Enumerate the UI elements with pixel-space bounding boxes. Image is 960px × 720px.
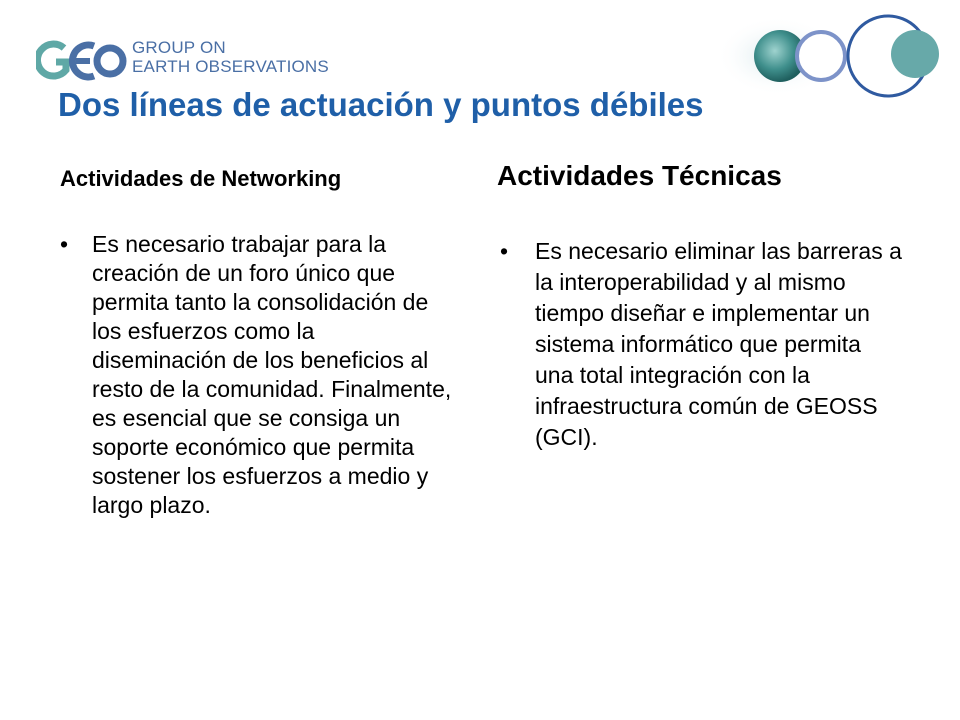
logo-text-line1: GROUP ON: [132, 38, 226, 57]
geo-logo-mark: [36, 36, 128, 86]
networking-heading: Actividades de Networking: [60, 166, 342, 191]
orb-teal-dot: [891, 30, 939, 78]
technical-bullet-text: Es necesario eliminar las barreras a la interoperabilidad y al mismo tiempo diseñar e implementar un sistema informático que permita una total integración con la infraestructura común de GEOSS (GCI).: [535, 238, 902, 450]
geo-logo: [36, 36, 329, 86]
bullet-icon: •: [60, 231, 69, 257]
orb-blue-ring: [797, 32, 845, 80]
globe-orbs-decoration: [708, 4, 958, 104]
bullet-icon: •: [500, 238, 509, 264]
logo-text-line2: EARTH OBSERVATIONS: [132, 57, 329, 76]
networking-bullet-text: Es necesario trabajar para la creación de un foro único que permita tanto la consolidación de los esfuerzos como la diseminación de los beneficios al resto de la comunidad. Finalmente, es esencial que se consiga un soporte económico que permita sostener los esfuerzos a medio y largo plazo.: [92, 231, 452, 518]
slide-title: Dos líneas de actuación y puntos débiles: [58, 86, 704, 123]
technical-heading: Actividades Técnicas: [497, 160, 782, 191]
networking-bullet: [60, 230, 460, 520]
technical-bullet: [500, 236, 910, 453]
